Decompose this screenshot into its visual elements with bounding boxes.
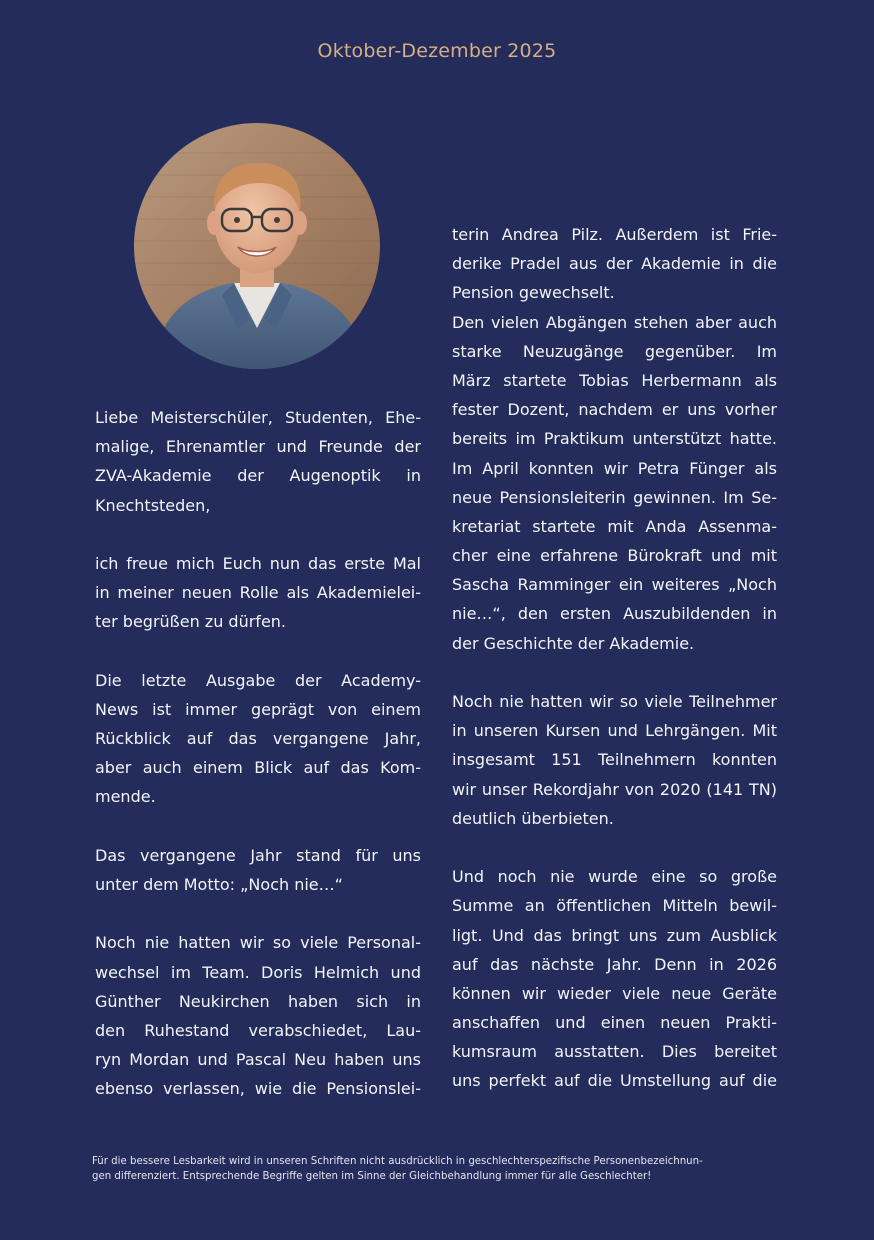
- text-line: in meiner neuen Rolle als Akademielei-: [95, 583, 421, 603]
- text-line: den Ruhestand verabschiedet, Lau-: [95, 1020, 421, 1040]
- text-line: auf das nächste Jahr. Denn in 2026: [452, 954, 777, 974]
- gender-disclaimer-footnote: [92, 1154, 792, 1184]
- paragraph-gap: [452, 658, 777, 687]
- text-line: können wir wieder viele neue Geräte: [452, 983, 777, 1003]
- text-line: unter dem Motto: „Noch nie…“: [95, 875, 343, 894]
- text-line: Rückblick auf das vergangene Jahr,: [95, 729, 421, 749]
- text-line: Summe an öffentlichen Mitteln bewil-: [452, 896, 777, 916]
- text-line: März startete Tobias Herbermann als: [452, 370, 777, 390]
- text-line: wir unser Rekordjahr von 2020 (141 TN): [452, 779, 777, 799]
- text-line: deutlich überbieten.: [452, 808, 614, 828]
- text-line: fester Dozent, nachdem er uns vorher: [452, 400, 777, 420]
- text-line: News ist immer geprägt von einem: [95, 699, 421, 719]
- text-line: kretariat startete mit Anda Assenma-: [452, 516, 777, 536]
- letter-left-column: [95, 403, 421, 1104]
- text-line: nie…“, den ersten Auszubildenden in: [452, 604, 777, 624]
- text-line: Und noch nie wurde eine so große: [452, 867, 777, 887]
- text-line: Den vielen Abgängen stehen aber auch: [452, 312, 777, 332]
- text-line: uns perfekt auf die Umstellung auf die: [452, 1071, 777, 1091]
- text-line: aber auch einem Blick auf das Kom-: [95, 758, 421, 778]
- paragraph-gap: [452, 833, 777, 862]
- portrait-photo-icon: [134, 123, 380, 369]
- text-line: ligt. Und das bringt uns zum Ausblick: [452, 925, 777, 945]
- text-line: ZVA-Akademie der Augenoptik in: [95, 466, 421, 486]
- text-line: malige, Ehrenamtler und Freunde der: [95, 437, 421, 457]
- paragraph-gap: [95, 520, 421, 549]
- text-line: in unseren Kursen und Lehrgängen. Mit: [452, 721, 777, 741]
- text-line: Pension gewechselt.: [452, 283, 615, 303]
- text-line: Noch nie hatten wir so viele Personal-: [95, 933, 421, 953]
- issue-period-header: Oktober-Dezember 2025: [317, 40, 557, 62]
- text-line: der Geschichte der Akademie.: [452, 633, 695, 653]
- text-line: ter begrüßen zu dürfen.: [95, 612, 287, 632]
- text-line: ryn Mordan und Pascal Neu haben uns: [95, 1050, 421, 1070]
- text-line: terin Andrea Pilz. Außerdem ist Frie-: [452, 225, 777, 244]
- paragraph-gap: [95, 812, 421, 841]
- paragraph-gap: [95, 899, 421, 928]
- text-line: Die letzte Ausgabe der Academy-: [95, 670, 421, 690]
- text-line: Günther Neukirchen haben sich in: [95, 991, 421, 1011]
- footnote-line: gen differenziert. Entsprechende Begriffe gelten im Sinne der Gleichbehandlung immer für alle Geschlechter!: [92, 1171, 652, 1182]
- text-line: mende.: [95, 787, 156, 807]
- text-line: wechsel im Team. Doris Helmich und: [95, 962, 421, 982]
- text-line: cher eine erfahrene Bürokraft und mit: [452, 546, 777, 566]
- text-line: Sascha Ramminger ein weiteres „Noch: [452, 575, 777, 595]
- text-line: starke Neuzugänge gegenüber. Im: [452, 341, 777, 361]
- footnote-line: Für die bessere Lesbarkeit wird in unseren Schriften nicht ausdrücklich in geschlechterspezifische Personenbezeichnun-: [92, 1156, 703, 1167]
- text-line: ebenso verlassen, wie die Pensionslei-: [95, 1079, 421, 1099]
- portrait-photo: [134, 123, 380, 369]
- text-line: Das vergangene Jahr stand für uns: [95, 845, 421, 865]
- text-line: ich freue mich Euch nun das erste Mal: [95, 553, 421, 573]
- text-line: anschaffen und einen neuen Prakti-: [452, 1013, 777, 1033]
- text-line: Noch nie hatten wir so viele Teilnehmer: [452, 692, 777, 711]
- text-line: kumsraum ausstatten. Dies bereitet: [452, 1042, 777, 1062]
- letter-right-column: [452, 220, 777, 1096]
- text-line: Knechtsteden,: [95, 495, 211, 515]
- text-line: derike Pradel aus der Akademie in die: [452, 254, 777, 274]
- text-line: bereits im Praktikum unterstützt hatte.: [452, 429, 777, 449]
- text-line: Liebe Meisterschüler, Studenten, Ehe-: [95, 408, 421, 427]
- paragraph-gap: [95, 637, 421, 666]
- text-line: neue Pensionsleiterin gewinnen. Im Se-: [452, 487, 777, 507]
- text-line: insgesamt 151 Teilnehmern konnten: [452, 750, 777, 770]
- text-line: Im April konnten wir Petra Fünger als: [452, 458, 777, 478]
